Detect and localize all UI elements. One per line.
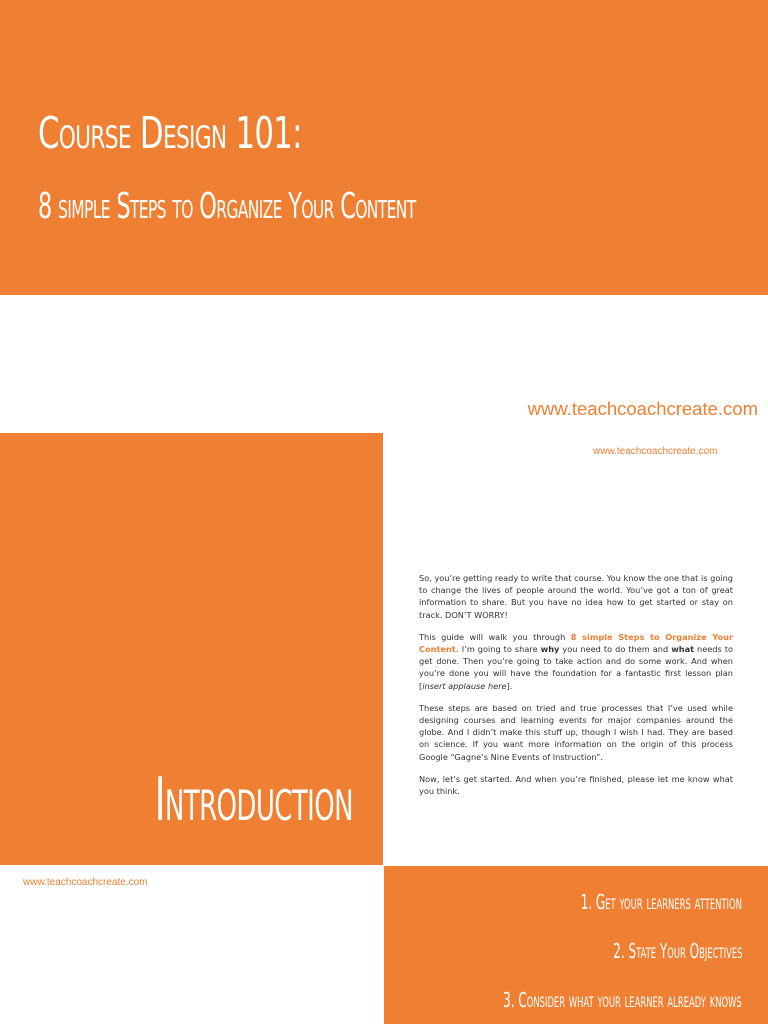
cover-title: Course Design 101: xyxy=(38,108,302,159)
intro-paragraph-1: So, you’re getting ready to write that course. You know the one that is going to change the lives of people around the world. You’ve got a ton of great information to share. But you have no idea how to get started or stay on track. DON’T WORRY! xyxy=(419,573,733,620)
step-3: 3. Consider what your learner already knows xyxy=(503,988,742,1012)
why-emphasis: why xyxy=(540,644,560,655)
intro-p2-text: This guide will walk you through xyxy=(419,631,571,642)
intro-p2-text: ]. xyxy=(506,680,513,691)
introduction-text xyxy=(419,572,733,807)
step-2: 2. State Your Objectives xyxy=(612,939,742,963)
cover-banner xyxy=(0,0,768,295)
intro-p2-text: I’m going to share xyxy=(458,644,541,655)
website-link-header[interactable]: www.teachcoachcreate.com xyxy=(593,446,718,457)
what-emphasis: what xyxy=(671,644,695,655)
website-link-footer[interactable]: www.teachcoachcreate.com xyxy=(23,877,148,888)
website-link-large[interactable]: www.teachcoachcreate.com xyxy=(527,398,758,419)
introduction-panel xyxy=(0,433,383,865)
intro-p2-text: you need to do them and xyxy=(559,644,672,655)
intro-paragraph-2 xyxy=(419,631,733,692)
intro-p2-text: needs to get done. Then you’re going to take action and do some work. And when you’re done you will have the foundation for a fantastic first lesson plan [ xyxy=(419,644,733,691)
cover-subtitle: 8 simple Steps to Organize Your Content xyxy=(38,186,416,227)
intro-paragraph-4: Now, let’s get started. And when you’re finished, please let me know what you think. xyxy=(419,773,733,797)
intro-paragraph-3: These steps are based on tried and true processes that I’ve used while designing courses and learning events for major companies around the globe. And I didn’t make this stuff up, though I wish I had. They are based on science. If you want more information on the origin of this process Google “Gagne’s Nine Events of Instruction”. xyxy=(419,702,733,762)
applause-note: insert applause here xyxy=(422,680,507,691)
step-1: 1. Get your learners attention xyxy=(580,890,742,914)
introduction-heading: Introduction xyxy=(154,765,353,835)
guide-title-highlight: 8 simple Steps to Organize Your Content. xyxy=(419,631,733,655)
steps-panel xyxy=(384,866,768,1024)
